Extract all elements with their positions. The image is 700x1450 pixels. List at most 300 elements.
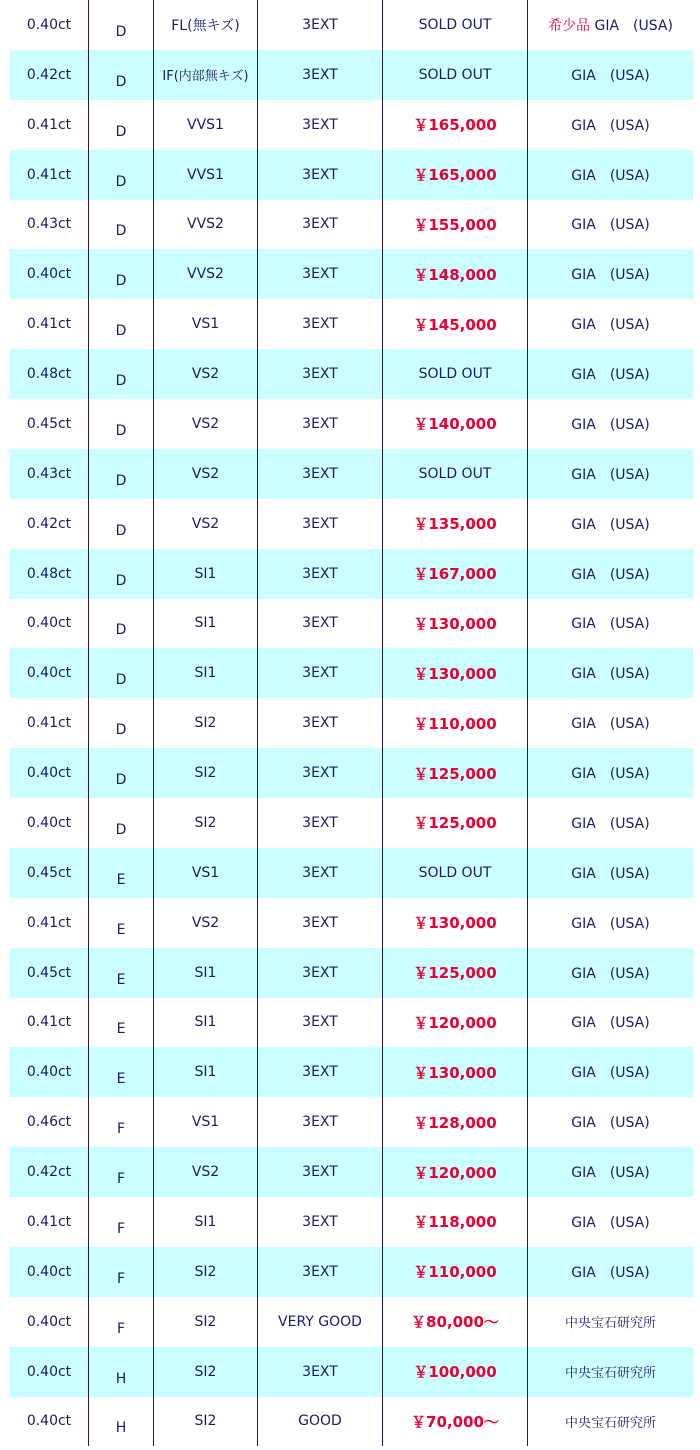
table-row xyxy=(10,698,693,748)
color-grade-cell xyxy=(89,698,154,748)
certificate-cell xyxy=(528,200,694,250)
price-cell-text: SOLD OUT xyxy=(418,66,492,83)
certificate-cell xyxy=(528,1197,694,1247)
certificate-cell xyxy=(528,150,694,200)
carat-cell-text: 0.40ct xyxy=(26,765,72,782)
carat-cell xyxy=(10,1197,89,1247)
cut-cell xyxy=(258,399,383,449)
price-cell-text: ￥125,000 xyxy=(413,764,497,783)
certificate-cell xyxy=(528,599,694,649)
cut-cell xyxy=(258,648,383,698)
table-row xyxy=(10,1197,693,1247)
carat-cell-text: 0.45ct xyxy=(26,864,72,881)
clarity-cell xyxy=(154,150,258,200)
price-cell-text: ￥167,000 xyxy=(413,565,497,584)
carat-cell xyxy=(10,848,89,898)
clarity-cell xyxy=(154,748,258,798)
certificate-text: GIA (USA) xyxy=(571,666,650,683)
price-cell xyxy=(383,798,528,848)
price-cell-text: ￥155,000 xyxy=(413,215,497,234)
price-cell xyxy=(383,748,528,798)
cut-cell xyxy=(258,748,383,798)
color-grade-cell xyxy=(89,50,154,100)
carat-cell xyxy=(10,798,89,848)
price-cell xyxy=(383,698,528,748)
cut-cell xyxy=(258,150,383,200)
cut-cell xyxy=(258,499,383,549)
table-row xyxy=(10,648,693,698)
price-cell-text: ￥130,000 xyxy=(413,664,497,683)
clarity-cell-text: SI1 xyxy=(194,565,217,582)
table-row xyxy=(10,449,693,499)
color-grade-cell-text: D xyxy=(115,772,127,789)
carat-cell xyxy=(10,998,89,1048)
certificate-text: GIA (USA) xyxy=(571,716,650,733)
carat-cell-text: 0.40ct xyxy=(26,1413,72,1430)
clarity-cell-text: SI2 xyxy=(194,1413,217,1430)
color-grade-cell xyxy=(89,898,154,948)
certificate-cell xyxy=(528,549,694,599)
clarity-cell-text: VS2 xyxy=(191,515,220,532)
cut-cell-text: 3EXT xyxy=(302,565,338,582)
color-grade-cell-text: H xyxy=(115,1420,127,1437)
clarity-cell-text: SI2 xyxy=(194,1363,217,1380)
price-cell xyxy=(383,1197,528,1247)
clarity-cell xyxy=(154,898,258,948)
color-grade-cell xyxy=(89,798,154,848)
clarity-cell xyxy=(154,0,258,50)
color-grade-cell-text: D xyxy=(115,622,127,639)
color-grade-cell-text: D xyxy=(115,672,127,689)
clarity-cell-text: VS2 xyxy=(191,465,220,482)
color-grade-cell xyxy=(89,0,154,50)
certificate-cell xyxy=(528,50,694,100)
certificate-text: 中央宝石研究所 xyxy=(564,1415,656,1431)
certificate-cell xyxy=(528,798,694,848)
color-grade-cell xyxy=(89,499,154,549)
carat-cell-text: 0.41ct xyxy=(26,914,72,931)
carat-cell-text: 0.41ct xyxy=(26,1213,72,1230)
price-cell-text: ￥110,000 xyxy=(413,714,497,733)
price-cell-text: ￥148,000 xyxy=(413,265,497,284)
carat-cell xyxy=(10,299,89,349)
cut-cell-text: 3EXT xyxy=(302,316,338,333)
clarity-cell xyxy=(154,100,258,150)
clarity-cell-text: VVS1 xyxy=(187,166,224,183)
cut-cell-text: 3EXT xyxy=(302,1164,338,1181)
certificate-text: 中央宝石研究所 xyxy=(564,1316,656,1332)
price-cell xyxy=(383,299,528,349)
clarity-cell xyxy=(154,200,258,250)
carat-cell-text: 0.41ct xyxy=(26,715,72,732)
price-cell xyxy=(383,1397,528,1447)
clarity-cell xyxy=(154,549,258,599)
clarity-cell-text: VVS2 xyxy=(187,266,224,283)
color-grade-cell xyxy=(89,349,154,399)
cut-cell-text: 3EXT xyxy=(302,66,338,83)
certificate-text: GIA (USA) xyxy=(571,516,650,533)
certificate-cell xyxy=(528,1297,694,1347)
certificate-text: GIA (USA) xyxy=(571,915,650,932)
clarity-cell-text: VS2 xyxy=(191,1164,220,1181)
color-grade-cell xyxy=(89,249,154,299)
color-grade-cell-text: E xyxy=(116,1021,126,1038)
table-row xyxy=(10,50,693,100)
carat-cell xyxy=(10,1147,89,1197)
certificate-text: GIA (USA) xyxy=(571,815,650,832)
table-row xyxy=(10,1397,693,1447)
clarity-cell-text: SI1 xyxy=(194,665,217,682)
color-grade-cell-text: D xyxy=(115,273,127,290)
carat-cell-text: 0.40ct xyxy=(26,615,72,632)
clarity-cell xyxy=(154,948,258,998)
carat-cell xyxy=(10,1097,89,1147)
clarity-cell-text: VS1 xyxy=(191,1114,220,1131)
clarity-cell-text: SI2 xyxy=(194,1263,217,1280)
color-grade-cell xyxy=(89,200,154,250)
table-row xyxy=(10,299,693,349)
clarity-cell xyxy=(154,1147,258,1197)
color-grade-cell xyxy=(89,1347,154,1397)
cut-cell xyxy=(258,848,383,898)
carat-cell-text: 0.41ct xyxy=(26,116,72,133)
price-cell xyxy=(383,449,528,499)
carat-cell-text: 0.40ct xyxy=(26,1263,72,1280)
certificate-cell xyxy=(528,249,694,299)
price-cell xyxy=(383,848,528,898)
cut-cell xyxy=(258,798,383,848)
table-row xyxy=(10,399,693,449)
price-cell-text: SOLD OUT xyxy=(418,366,492,383)
price-cell xyxy=(383,1097,528,1147)
price-cell xyxy=(383,399,528,449)
certificate-text: GIA (USA) xyxy=(571,965,650,982)
cut-cell xyxy=(258,948,383,998)
cut-cell xyxy=(258,349,383,399)
price-cell xyxy=(383,1347,528,1397)
carat-cell xyxy=(10,599,89,649)
cut-cell-text: 3EXT xyxy=(302,715,338,732)
certificate-text: GIA (USA) xyxy=(571,1165,650,1182)
carat-cell-text: 0.48ct xyxy=(26,565,72,582)
price-cell xyxy=(383,998,528,1048)
color-grade-cell xyxy=(89,1097,154,1147)
certificate-cell xyxy=(528,648,694,698)
certificate-text: GIA (USA) xyxy=(571,1264,650,1281)
clarity-cell-text: SI1 xyxy=(194,964,217,981)
price-cell xyxy=(383,898,528,948)
cut-cell-text: 3EXT xyxy=(302,1213,338,1230)
price-cell-text: ￥100,000 xyxy=(413,1363,497,1382)
carat-cell xyxy=(10,249,89,299)
carat-cell-text: 0.42ct xyxy=(26,515,72,532)
color-grade-cell xyxy=(89,748,154,798)
certificate-cell xyxy=(528,349,694,399)
diamond-table xyxy=(10,0,693,1446)
price-cell-text: ￥118,000 xyxy=(413,1213,497,1232)
certificate-text: GIA (USA) xyxy=(571,317,650,334)
table-row xyxy=(10,998,693,1048)
price-cell-text: ￥145,000 xyxy=(413,315,497,334)
cut-cell xyxy=(258,898,383,948)
certificate-cell xyxy=(528,848,694,898)
clarity-cell-text: SI1 xyxy=(194,1014,217,1031)
certificate-text: GIA (USA) xyxy=(571,1065,650,1082)
color-grade-cell-text: F xyxy=(116,1121,126,1138)
cut-cell-text: 3EXT xyxy=(302,465,338,482)
carat-cell xyxy=(10,449,89,499)
diamond-table-body xyxy=(10,0,693,1446)
certificate-text: GIA (USA) xyxy=(571,865,650,882)
table-row xyxy=(10,200,693,250)
table-row xyxy=(10,249,693,299)
price-cell xyxy=(383,1047,528,1097)
certificate-cell xyxy=(528,1397,694,1447)
certificate-cell xyxy=(528,1047,694,1097)
cut-cell xyxy=(258,299,383,349)
price-cell-text: ￥80,000～ xyxy=(411,1313,499,1332)
table-row xyxy=(10,549,693,599)
price-cell-text: SOLD OUT xyxy=(418,465,492,482)
carat-cell-text: 0.41ct xyxy=(26,316,72,333)
cut-cell-text: 3EXT xyxy=(302,216,338,233)
cut-cell-text: 3EXT xyxy=(302,914,338,931)
clarity-cell xyxy=(154,648,258,698)
certificate-text: GIA (USA) xyxy=(571,367,650,384)
carat-cell xyxy=(10,698,89,748)
color-grade-cell-text: D xyxy=(115,572,127,589)
cut-cell xyxy=(258,0,383,50)
certificate-cell xyxy=(528,100,694,150)
color-grade-cell xyxy=(89,1297,154,1347)
price-cell-text: ￥165,000 xyxy=(413,166,497,185)
price-cell xyxy=(383,549,528,599)
certificate-text: GIA (USA) xyxy=(571,566,650,583)
carat-cell-text: 0.43ct xyxy=(26,465,72,482)
clarity-cell-text: FL(無キズ) xyxy=(171,17,240,34)
clarity-cell xyxy=(154,1047,258,1097)
certificate-cell xyxy=(528,998,694,1048)
cut-cell xyxy=(258,200,383,250)
clarity-cell-text: SI2 xyxy=(194,814,217,831)
color-grade-cell-text: E xyxy=(116,971,126,988)
carat-cell xyxy=(10,1397,89,1447)
table-row xyxy=(10,1147,693,1197)
cut-cell-text: 3EXT xyxy=(302,1064,338,1081)
cut-cell xyxy=(258,698,383,748)
color-grade-cell-text: D xyxy=(115,522,127,539)
cut-cell-text: 3EXT xyxy=(302,415,338,432)
cut-cell-text: 3EXT xyxy=(302,765,338,782)
cut-cell-text: 3EXT xyxy=(302,166,338,183)
certificate-text: GIA (USA) xyxy=(571,416,650,433)
carat-cell-text: 0.40ct xyxy=(26,16,72,33)
price-cell-text: ￥120,000 xyxy=(413,1013,497,1032)
color-grade-cell-text: D xyxy=(115,23,127,40)
carat-cell-text: 0.40ct xyxy=(26,1064,72,1081)
price-cell-text: ￥110,000 xyxy=(413,1263,497,1282)
color-grade-cell-text: F xyxy=(116,1270,126,1287)
certificate-cell xyxy=(528,0,694,50)
clarity-cell xyxy=(154,998,258,1048)
color-grade-cell-text: F xyxy=(116,1220,126,1237)
color-grade-cell xyxy=(89,449,154,499)
price-cell xyxy=(383,648,528,698)
cut-cell-text: 3EXT xyxy=(302,964,338,981)
color-grade-cell-text: D xyxy=(115,123,127,140)
carat-cell xyxy=(10,1247,89,1297)
price-cell xyxy=(383,948,528,998)
color-grade-cell-text: D xyxy=(115,722,127,739)
color-grade-cell-text: D xyxy=(115,472,127,489)
carat-cell xyxy=(10,150,89,200)
clarity-cell-text: SI1 xyxy=(194,1213,217,1230)
carat-cell-text: 0.42ct xyxy=(26,66,72,83)
color-grade-cell-text: D xyxy=(115,373,127,390)
color-grade-cell xyxy=(89,599,154,649)
clarity-cell xyxy=(154,798,258,848)
cut-cell xyxy=(258,249,383,299)
table-row xyxy=(10,349,693,399)
clarity-cell xyxy=(154,1197,258,1247)
certificate-text: GIA (USA) xyxy=(571,1115,650,1132)
carat-cell xyxy=(10,1347,89,1397)
certificate-text: GIA (USA) xyxy=(571,766,650,783)
color-grade-cell-text: E xyxy=(116,1071,126,1088)
carat-cell xyxy=(10,50,89,100)
table-row xyxy=(10,748,693,798)
carat-cell xyxy=(10,648,89,698)
clarity-cell-text: VVS2 xyxy=(187,216,224,233)
certificate-text: GIA (USA) xyxy=(571,1015,650,1032)
carat-cell-text: 0.45ct xyxy=(26,415,72,432)
price-cell xyxy=(383,599,528,649)
price-cell-text: SOLD OUT xyxy=(418,864,492,881)
cut-cell xyxy=(258,50,383,100)
carat-cell xyxy=(10,549,89,599)
cut-cell xyxy=(258,1097,383,1147)
certificate-cell xyxy=(528,948,694,998)
certificate-cell xyxy=(528,898,694,948)
color-grade-cell-text: D xyxy=(115,223,127,240)
price-cell xyxy=(383,50,528,100)
clarity-cell xyxy=(154,848,258,898)
carat-cell xyxy=(10,499,89,549)
color-grade-cell xyxy=(89,100,154,150)
cut-cell xyxy=(258,1397,383,1447)
table-row xyxy=(10,0,693,50)
color-grade-cell xyxy=(89,299,154,349)
cut-cell xyxy=(258,449,383,499)
table-row xyxy=(10,848,693,898)
clarity-cell xyxy=(154,1347,258,1397)
clarity-cell xyxy=(154,1397,258,1447)
carat-cell-text: 0.40ct xyxy=(26,1313,72,1330)
certificate-cell xyxy=(528,1247,694,1297)
cut-cell-text: 3EXT xyxy=(302,814,338,831)
cut-cell xyxy=(258,549,383,599)
table-row xyxy=(10,898,693,948)
price-cell-text: ￥135,000 xyxy=(413,515,497,534)
carat-cell-text: 0.43ct xyxy=(26,216,72,233)
carat-cell-text: 0.40ct xyxy=(26,1363,72,1380)
table-row xyxy=(10,948,693,998)
color-grade-cell xyxy=(89,150,154,200)
cut-cell xyxy=(258,1347,383,1397)
price-cell xyxy=(383,1247,528,1297)
certificate-text: GIA (USA) xyxy=(571,267,650,284)
color-grade-cell xyxy=(89,1247,154,1297)
cut-cell-text: 3EXT xyxy=(302,665,338,682)
cut-cell-text: 3EXT xyxy=(302,615,338,632)
table-row xyxy=(10,1247,693,1297)
clarity-cell xyxy=(154,1297,258,1347)
price-cell xyxy=(383,0,528,50)
carat-cell-text: 0.41ct xyxy=(26,1014,72,1031)
certificate-text: GIA (USA) xyxy=(571,466,650,483)
certificate-cell xyxy=(528,499,694,549)
price-cell-text: ￥120,000 xyxy=(413,1163,497,1182)
certificate-cell xyxy=(528,299,694,349)
clarity-cell xyxy=(154,499,258,549)
carat-cell xyxy=(10,898,89,948)
clarity-cell xyxy=(154,599,258,649)
certificate-cell xyxy=(528,698,694,748)
cut-cell-text: 3EXT xyxy=(302,1363,338,1380)
carat-cell-text: 0.45ct xyxy=(26,964,72,981)
table-row xyxy=(10,100,693,150)
color-grade-cell xyxy=(89,1047,154,1097)
carat-cell xyxy=(10,100,89,150)
carat-cell xyxy=(10,948,89,998)
cut-cell-text: 3EXT xyxy=(302,116,338,133)
table-row xyxy=(10,1297,693,1347)
color-grade-cell-text: D xyxy=(115,73,127,90)
price-cell xyxy=(383,1147,528,1197)
clarity-cell-text: SI2 xyxy=(194,1313,217,1330)
price-cell xyxy=(383,100,528,150)
certificate-text: GIA (USA) xyxy=(571,67,650,84)
color-grade-cell-text: D xyxy=(115,821,127,838)
certificate-cell xyxy=(528,1147,694,1197)
cut-cell xyxy=(258,1247,383,1297)
certificate-cell xyxy=(528,449,694,499)
color-grade-cell xyxy=(89,1197,154,1247)
clarity-cell xyxy=(154,1247,258,1297)
color-grade-cell xyxy=(89,648,154,698)
certificate-cell xyxy=(528,748,694,798)
color-grade-cell-text: D xyxy=(115,422,127,439)
clarity-cell-text: VS1 xyxy=(191,316,220,333)
certificate-cell xyxy=(528,1347,694,1397)
price-cell-text: ￥125,000 xyxy=(413,814,497,833)
price-cell-text: ￥130,000 xyxy=(413,614,497,633)
clarity-cell-text: VS2 xyxy=(191,415,220,432)
carat-cell xyxy=(10,0,89,50)
clarity-cell-text: VS2 xyxy=(191,914,220,931)
price-cell-text: ￥140,000 xyxy=(413,415,497,434)
clarity-cell-text: SI1 xyxy=(194,615,217,632)
clarity-cell-text: IF(内部無キズ) xyxy=(162,69,249,85)
cut-cell-text: 3EXT xyxy=(302,1114,338,1131)
cut-cell xyxy=(258,1147,383,1197)
color-grade-cell xyxy=(89,848,154,898)
carat-cell xyxy=(10,1047,89,1097)
price-cell xyxy=(383,150,528,200)
carat-cell xyxy=(10,748,89,798)
price-cell xyxy=(383,349,528,399)
color-grade-cell-text: F xyxy=(116,1171,126,1188)
